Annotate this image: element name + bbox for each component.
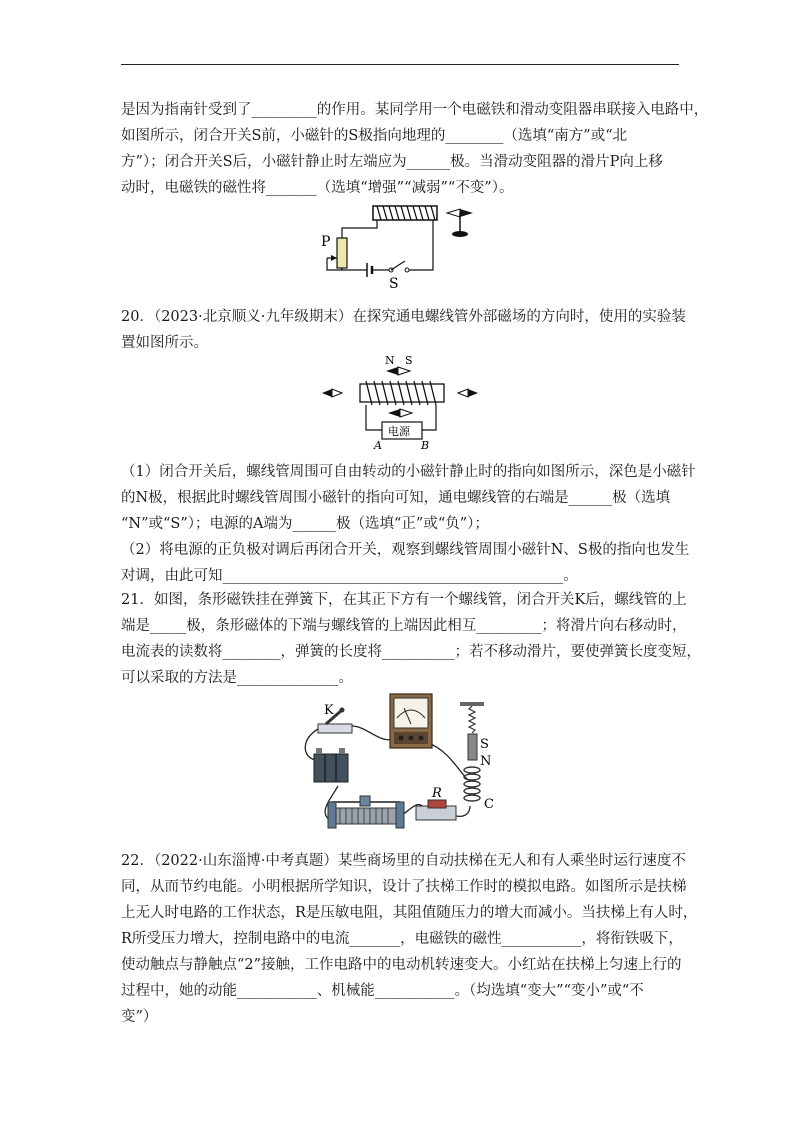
label-n: N [385,354,395,367]
label-s: S [405,354,413,367]
q22-line-6: 过程中，她的动能___________、机械能___________。（均选填“变大”“变小”或“不 [121,983,644,999]
header-rule [121,64,679,65]
slider-arrow [331,255,337,261]
q22-line-1: 22．（2022·山东淄博·中考真题）某些商场里的自动扶梯在无人和有人乘坐时运行速度不 [121,853,686,869]
ammeter [390,694,432,748]
rheostat [337,238,347,268]
q22-line-3: 上无人时电路的工作状态，R是压敏电阻，其阻值随压力的增大而减小。当扶梯上有人时， [121,905,698,921]
q19-line-3: 方”）；闭合开关S后，小磁针静止时左端应为______极。当滑动变阻器的滑片P向上移 [121,154,663,170]
q20-line-3: （1）闭合开关后，螺线管周围可自由转动的小磁针静止时的指向如图所示，深色是小磁针 [121,464,696,480]
q20-solenoid-figure [318,352,488,452]
q19-line-4: 动时，电磁铁的磁性将_______（选填“增强”“减弱”“不变”）。 [121,180,514,196]
q22-line-2: 同，从而节约电能。小明根据所学知识，设计了扶梯工作时的模拟电路。如图所示是扶梯 [121,879,687,895]
compass-needle [447,209,473,237]
q21-line-1: 21．如图，条形磁铁挂在弹簧下，在其正下方有一个螺线管，闭合开关K后，螺线管的上 [121,592,687,608]
q20-line-6: （2）将电源的正负极对调后再闭合开关，观察到螺线管周围小磁针N、S极的指向也发生 [121,542,690,558]
q22-line-5: 使动触点与静触点“2”接触，工作电路中的电动机转速变大。小红站在扶梯上匀速上行的 [121,957,682,973]
q21-apparatus-figure [298,688,498,838]
label-n: N [480,754,492,769]
label-c: C [484,797,494,812]
resistor [416,800,456,820]
sliding-rheostat [328,796,404,828]
q20-line-7: 对调，由此可知_______________________________________________。 [121,568,578,584]
switch-lever [391,261,405,270]
q22-line-7: 变”） [121,1009,158,1025]
q19-circuit-figure [315,198,490,290]
q21-line-2: 端是_____极，条形磁体的下端与螺线管的上端因此相互_________；将滑片向右移动时， [121,618,687,634]
label-a: A [374,439,382,452]
power-supply-label: 电源 [388,425,410,438]
q22-line-4: R所受压力增大，控制电路中的电流_______，电磁铁的磁性___________，将衔铁吸下， [121,931,683,947]
electromagnet-coil [373,206,437,220]
q20-line-2: 置如图所示。 [121,335,208,351]
inner-compass [388,409,412,417]
bar-magnet [468,734,477,760]
q19-line-1: 是因为指南针受到了_________的作用。某同学用一个电磁铁和滑动变阻器串联接入电路中， [121,102,709,118]
q20-line-1: 20．（2023·北京顺义·九年级期末）在探究通电螺线管外部磁场的方向时，使用的实验装 [121,309,686,325]
label-p: P [321,234,331,250]
label-b: B [421,439,430,452]
label-s: S [480,737,489,752]
label-r: R [432,786,442,801]
battery [314,748,348,782]
label-s: S [389,276,399,290]
q21-line-4: 可以采取的方法是______________。 [121,670,353,686]
left-compass [322,389,342,397]
top-compass [386,367,410,375]
q20-line-5: “N”或“S”）；电源的A端为______极（选填“正”或“负”）； [121,516,489,532]
q20-line-4: 的N极，根据此时螺线管周围小磁针的指向可知，通电螺线管的右端是______极（选填 [121,490,671,506]
right-compass [458,389,478,397]
q19-line-2: 如图所示，闭合开关S前，小磁针的S极指向地理的________（选填“南方”或“北 [121,128,628,144]
solenoid [360,381,444,405]
solenoid-coil [464,767,480,801]
q21-line-3: 电流表的读数将________，弹簧的长度将__________；若不移动滑片，要使弹簧长度变短， [121,644,701,660]
label-k: K [324,703,334,718]
